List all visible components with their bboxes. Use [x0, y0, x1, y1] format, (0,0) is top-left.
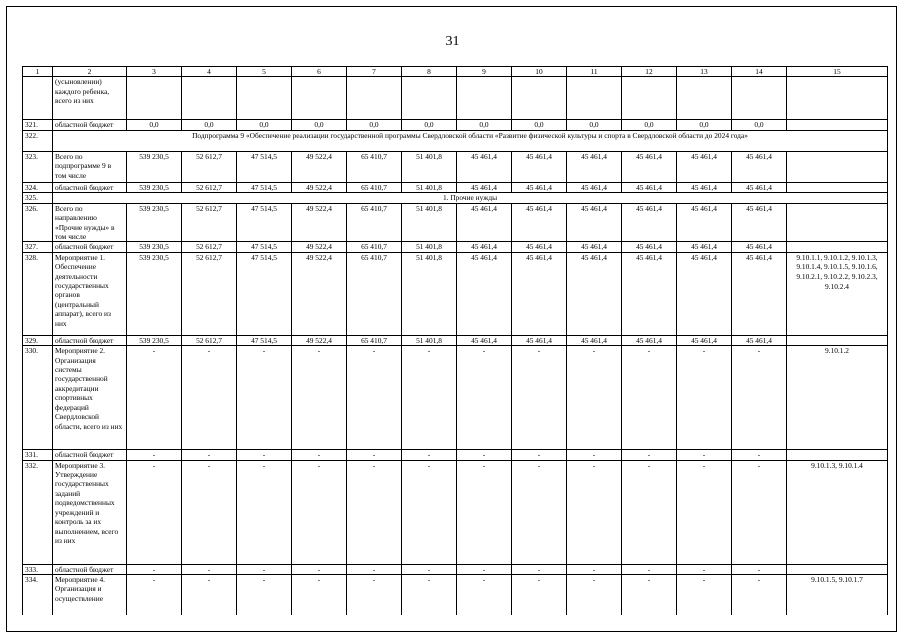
- indicator-reference: [787, 564, 888, 574]
- section-title: Подпрограмма 9 «Обеспечение реализации государственной программы Свердловской области «Развитие физической культуры и спорта в Свердловской области до 2024 года»: [53, 130, 888, 151]
- value-cell: [567, 77, 622, 120]
- column-number: 4: [182, 67, 237, 77]
- table-row: [23, 450, 888, 460]
- value-cell: -: [127, 575, 182, 616]
- column-number-row: [23, 67, 888, 77]
- value-cell: -: [127, 564, 182, 574]
- value-cell: 47 514,5: [237, 252, 292, 335]
- value-cell: 45 461,4: [457, 335, 512, 345]
- value-cell: 45 461,4: [677, 182, 732, 192]
- value-cell: 539 230,5: [127, 252, 182, 335]
- value-cell: 45 461,4: [732, 252, 787, 335]
- value-cell: -: [292, 450, 347, 460]
- section-row: [23, 130, 888, 151]
- value-cell: 45 461,4: [512, 252, 567, 335]
- row-number: 324.: [23, 182, 53, 192]
- value-cell: 45 461,4: [677, 242, 732, 252]
- value-cell: 51 401,8: [402, 182, 457, 192]
- value-cell: 45 461,4: [512, 151, 567, 182]
- value-cell: -: [182, 450, 237, 460]
- value-cell: 45 461,4: [622, 182, 677, 192]
- value-cell: 45 461,4: [567, 242, 622, 252]
- value-cell: -: [512, 575, 567, 616]
- value-cell: -: [402, 564, 457, 574]
- table-row: [23, 252, 888, 335]
- value-cell: 52 612,7: [182, 242, 237, 252]
- value-cell: -: [567, 564, 622, 574]
- value-cell: -: [677, 564, 732, 574]
- indicator-reference: [787, 77, 888, 120]
- value-cell: -: [402, 346, 457, 450]
- column-number: 8: [402, 67, 457, 77]
- row-name: Мероприятие 3. Утверждение государственных заданий подведомственных учреждений и контроль за их выполнением, всего из них: [53, 460, 127, 564]
- value-cell: -: [182, 575, 237, 616]
- value-cell: 49 522,4: [292, 252, 347, 335]
- value-cell: 45 461,4: [512, 182, 567, 192]
- value-cell: 45 461,4: [732, 182, 787, 192]
- value-cell: 539 230,5: [127, 335, 182, 345]
- value-cell: -: [182, 460, 237, 564]
- row-name: Всего по подпрограмме 9 в том числе: [53, 151, 127, 182]
- table-row: [23, 575, 888, 616]
- value-cell: -: [622, 575, 677, 616]
- row-number: 330.: [23, 346, 53, 450]
- table-row: [23, 242, 888, 252]
- value-cell: [512, 77, 567, 120]
- value-cell: 0,0: [182, 120, 237, 130]
- table-row: [23, 151, 888, 182]
- value-cell: -: [732, 450, 787, 460]
- value-cell: -: [567, 450, 622, 460]
- indicator-reference: [787, 120, 888, 130]
- value-cell: -: [347, 450, 402, 460]
- value-cell: 51 401,8: [402, 252, 457, 335]
- value-cell: -: [732, 346, 787, 450]
- row-name: областной бюджет: [53, 335, 127, 345]
- row-number: 331.: [23, 450, 53, 460]
- value-cell: 45 461,4: [457, 203, 512, 242]
- value-cell: 45 461,4: [622, 203, 677, 242]
- value-cell: -: [402, 575, 457, 616]
- row-name: Мероприятие 2. Организация системы государственной аккредитации спортивных федераций Свердловской области, всего из них: [53, 346, 127, 450]
- row-number: 325.: [23, 193, 53, 204]
- value-cell: 49 522,4: [292, 335, 347, 345]
- value-cell: -: [622, 346, 677, 450]
- value-cell: -: [237, 564, 292, 574]
- value-cell: [402, 77, 457, 120]
- indicator-reference: 9.10.1.2: [787, 346, 888, 450]
- value-cell: 45 461,4: [567, 335, 622, 345]
- row-number: 334.: [23, 575, 53, 616]
- value-cell: 65 410,7: [347, 242, 402, 252]
- value-cell: -: [567, 460, 622, 564]
- value-cell: 0,0: [622, 120, 677, 130]
- value-cell: 539 230,5: [127, 242, 182, 252]
- value-cell: 52 612,7: [182, 203, 237, 242]
- indicator-reference: [787, 335, 888, 345]
- value-cell: 65 410,7: [347, 203, 402, 242]
- column-number: 5: [237, 67, 292, 77]
- budget-table: [22, 66, 888, 615]
- value-cell: 45 461,4: [677, 335, 732, 345]
- value-cell: 0,0: [732, 120, 787, 130]
- row-name: Мероприятие 4. Организация и осуществление: [53, 575, 127, 616]
- value-cell: [732, 77, 787, 120]
- value-cell: -: [292, 575, 347, 616]
- row-number: 321.: [23, 120, 53, 130]
- value-cell: 52 612,7: [182, 252, 237, 335]
- row-number: 333.: [23, 564, 53, 574]
- value-cell: -: [457, 346, 512, 450]
- column-number: 1: [23, 67, 53, 77]
- value-cell: 49 522,4: [292, 242, 347, 252]
- row-number: 329.: [23, 335, 53, 345]
- row-name: областной бюджет: [53, 182, 127, 192]
- row-name: областной бюджет: [53, 120, 127, 130]
- value-cell: 52 612,7: [182, 151, 237, 182]
- value-cell: 45 461,4: [512, 242, 567, 252]
- value-cell: [677, 77, 732, 120]
- value-cell: 49 522,4: [292, 182, 347, 192]
- table-viewport: [22, 66, 883, 603]
- value-cell: -: [732, 460, 787, 564]
- value-cell: -: [732, 564, 787, 574]
- row-number: 323.: [23, 151, 53, 182]
- value-cell: -: [182, 564, 237, 574]
- value-cell: 45 461,4: [567, 151, 622, 182]
- value-cell: 51 401,8: [402, 242, 457, 252]
- value-cell: 45 461,4: [512, 335, 567, 345]
- value-cell: 45 461,4: [677, 252, 732, 335]
- value-cell: 45 461,4: [567, 182, 622, 192]
- value-cell: -: [237, 346, 292, 450]
- row-name: Мероприятие 1. Обеспечение деятельности государственных органов (центральный аппарат), всего из них: [53, 252, 127, 335]
- value-cell: -: [347, 346, 402, 450]
- value-cell: -: [127, 450, 182, 460]
- value-cell: -: [677, 450, 732, 460]
- row-number: 332.: [23, 460, 53, 564]
- value-cell: -: [237, 575, 292, 616]
- value-cell: 45 461,4: [622, 252, 677, 335]
- page-number: 31: [445, 34, 460, 49]
- value-cell: -: [127, 460, 182, 564]
- value-cell: 49 522,4: [292, 203, 347, 242]
- column-number: 15: [787, 67, 888, 77]
- value-cell: -: [292, 346, 347, 450]
- value-cell: -: [402, 460, 457, 564]
- value-cell: 0,0: [347, 120, 402, 130]
- value-cell: 45 461,4: [512, 203, 567, 242]
- value-cell: -: [622, 450, 677, 460]
- value-cell: 51 401,8: [402, 151, 457, 182]
- value-cell: -: [347, 564, 402, 574]
- row-name: областной бюджет: [53, 450, 127, 460]
- value-cell: [127, 77, 182, 120]
- row-name: Всего по направлению «Прочие нужды» в том числе: [53, 203, 127, 242]
- row-number: 322.: [23, 130, 53, 151]
- value-cell: 45 461,4: [732, 151, 787, 182]
- value-cell: 47 514,5: [237, 151, 292, 182]
- value-cell: -: [347, 460, 402, 564]
- table-row: [23, 460, 888, 564]
- value-cell: 45 461,4: [622, 151, 677, 182]
- value-cell: 49 522,4: [292, 151, 347, 182]
- value-cell: 47 514,5: [237, 242, 292, 252]
- value-cell: -: [512, 460, 567, 564]
- value-cell: -: [622, 564, 677, 574]
- column-number: 7: [347, 67, 402, 77]
- column-number: 12: [622, 67, 677, 77]
- row-number: [23, 77, 53, 120]
- value-cell: [237, 77, 292, 120]
- value-cell: -: [512, 564, 567, 574]
- value-cell: -: [677, 460, 732, 564]
- table-row: [23, 182, 888, 192]
- value-cell: 45 461,4: [567, 252, 622, 335]
- table-row: [23, 77, 888, 120]
- value-cell: 65 410,7: [347, 151, 402, 182]
- value-cell: -: [457, 450, 512, 460]
- value-cell: -: [402, 450, 457, 460]
- row-name: областной бюджет: [53, 242, 127, 252]
- indicator-reference: [787, 242, 888, 252]
- value-cell: 45 461,4: [732, 242, 787, 252]
- table-row: [23, 564, 888, 574]
- value-cell: 65 410,7: [347, 335, 402, 345]
- value-cell: -: [457, 564, 512, 574]
- table-row: [23, 120, 888, 130]
- column-number: 13: [677, 67, 732, 77]
- column-number: 10: [512, 67, 567, 77]
- value-cell: 52 612,7: [182, 335, 237, 345]
- value-cell: [182, 77, 237, 120]
- value-cell: 45 461,4: [732, 335, 787, 345]
- indicator-reference: 9.10.1.1, 9.10.1.2, 9.10.1.3, 9.10.1.4, 9.10.1.5, 9.10.1.6, 9.10.2.1, 9.10.2.2, 9.10.2.3, 9.10.2.4: [787, 252, 888, 335]
- value-cell: [622, 77, 677, 120]
- value-cell: 45 461,4: [677, 151, 732, 182]
- value-cell: -: [512, 346, 567, 450]
- value-cell: 45 461,4: [457, 151, 512, 182]
- section-row: [23, 193, 888, 204]
- value-cell: 65 410,7: [347, 182, 402, 192]
- table-row: [23, 335, 888, 345]
- value-cell: [292, 77, 347, 120]
- value-cell: -: [677, 575, 732, 616]
- value-cell: 539 230,5: [127, 203, 182, 242]
- value-cell: 0,0: [237, 120, 292, 130]
- value-cell: 0,0: [292, 120, 347, 130]
- value-cell: 51 401,8: [402, 335, 457, 345]
- indicator-reference: 9.10.1.3, 9.10.1.4: [787, 460, 888, 564]
- indicator-reference: [787, 203, 888, 242]
- value-cell: 0,0: [402, 120, 457, 130]
- row-number: 328.: [23, 252, 53, 335]
- value-cell: 65 410,7: [347, 252, 402, 335]
- table-row: [23, 346, 888, 450]
- value-cell: 45 461,4: [457, 252, 512, 335]
- value-cell: -: [292, 460, 347, 564]
- indicator-reference: 9.10.1.5, 9.10.1.7: [787, 575, 888, 616]
- row-name: областной бюджет: [53, 564, 127, 574]
- value-cell: 0,0: [512, 120, 567, 130]
- column-number: 6: [292, 67, 347, 77]
- row-name: (усыновлении) каждого ребенка, всего из них: [53, 77, 127, 120]
- value-cell: -: [292, 564, 347, 574]
- value-cell: -: [182, 346, 237, 450]
- value-cell: 45 461,4: [457, 242, 512, 252]
- value-cell: 0,0: [127, 120, 182, 130]
- value-cell: 0,0: [677, 120, 732, 130]
- value-cell: 45 461,4: [732, 203, 787, 242]
- value-cell: 45 461,4: [622, 335, 677, 345]
- value-cell: -: [127, 346, 182, 450]
- value-cell: -: [237, 450, 292, 460]
- indicator-reference: [787, 182, 888, 192]
- value-cell: 47 514,5: [237, 335, 292, 345]
- value-cell: -: [567, 346, 622, 450]
- value-cell: -: [457, 460, 512, 564]
- value-cell: -: [622, 460, 677, 564]
- table-row: [23, 203, 888, 242]
- indicator-reference: [787, 151, 888, 182]
- row-number: 327.: [23, 242, 53, 252]
- value-cell: 539 230,5: [127, 182, 182, 192]
- value-cell: 45 461,4: [622, 242, 677, 252]
- value-cell: 539 230,5: [127, 151, 182, 182]
- value-cell: 51 401,8: [402, 203, 457, 242]
- value-cell: -: [457, 575, 512, 616]
- value-cell: -: [567, 575, 622, 616]
- value-cell: 52 612,7: [182, 182, 237, 192]
- value-cell: 0,0: [457, 120, 512, 130]
- value-cell: -: [732, 575, 787, 616]
- column-number: 14: [732, 67, 787, 77]
- value-cell: -: [347, 575, 402, 616]
- value-cell: [347, 77, 402, 120]
- table-body: [23, 67, 888, 616]
- value-cell: 47 514,5: [237, 203, 292, 242]
- value-cell: -: [512, 450, 567, 460]
- column-number: 11: [567, 67, 622, 77]
- indicator-reference: [787, 450, 888, 460]
- value-cell: 45 461,4: [677, 203, 732, 242]
- value-cell: [457, 77, 512, 120]
- column-number: 3: [127, 67, 182, 77]
- section-title: 1. Прочие нужды: [53, 193, 888, 204]
- value-cell: -: [677, 346, 732, 450]
- value-cell: 45 461,4: [457, 182, 512, 192]
- column-number: 9: [457, 67, 512, 77]
- value-cell: 47 514,5: [237, 182, 292, 192]
- row-number: 326.: [23, 203, 53, 242]
- value-cell: -: [237, 460, 292, 564]
- column-number: 2: [53, 67, 127, 77]
- value-cell: 0,0: [567, 120, 622, 130]
- value-cell: 45 461,4: [567, 203, 622, 242]
